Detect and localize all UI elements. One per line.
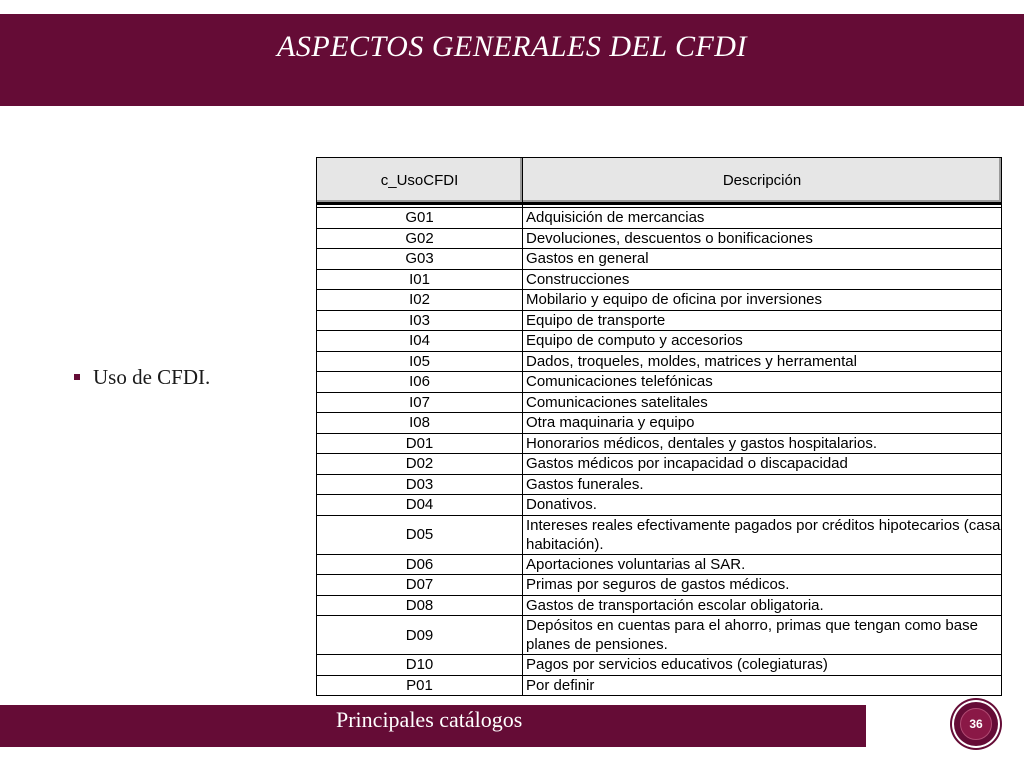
row-description-cell: Comunicaciones telefónicas: [523, 372, 1002, 393]
table-header-row: [317, 158, 1002, 204]
table-row: [317, 675, 1002, 696]
table-body: [317, 204, 1002, 696]
bullet-item: [74, 365, 210, 390]
table-row: [317, 474, 1002, 495]
table-row: [317, 331, 1002, 352]
row-description-cell: Devoluciones, descuentos o bonificaciones: [523, 228, 1002, 249]
page-number: 36: [960, 708, 992, 740]
table-row: [317, 290, 1002, 311]
row-code-cell: D08: [317, 595, 523, 616]
row-code-cell: I07: [317, 392, 523, 413]
row-code-cell: D01: [317, 433, 523, 454]
bullet-square-icon: [74, 374, 80, 380]
table-row: [317, 351, 1002, 372]
row-code-cell: P01: [317, 675, 523, 696]
row-code-cell: I06: [317, 372, 523, 393]
table-row: [317, 372, 1002, 393]
table-row: [317, 269, 1002, 290]
row-description-cell: Construcciones: [523, 269, 1002, 290]
row-description-cell: Otra maquinaria y equipo: [523, 413, 1002, 434]
row-description-cell: Gastos en general: [523, 249, 1002, 270]
row-code-cell: G03: [317, 249, 523, 270]
table-row: [317, 595, 1002, 616]
table-row: [317, 554, 1002, 575]
row-description-cell: Gastos funerales.: [523, 474, 1002, 495]
row-code-cell: G02: [317, 228, 523, 249]
page-number-badge: [954, 702, 998, 746]
table-row: [317, 655, 1002, 676]
row-code-cell: I02: [317, 290, 523, 311]
table-row: [317, 228, 1002, 249]
row-description-cell: Honorarios médicos, dentales y gastos hospitalarios.: [523, 433, 1002, 454]
row-code-cell: D07: [317, 575, 523, 596]
row-description-cell: Gastos de transportación escolar obligatoria.: [523, 595, 1002, 616]
table-row: [317, 454, 1002, 475]
table-row: [317, 249, 1002, 270]
table-row: [317, 392, 1002, 413]
row-code-cell: G01: [317, 208, 523, 229]
row-code-cell: D05: [317, 515, 523, 554]
table-row: [317, 515, 1002, 554]
row-code-cell: I04: [317, 331, 523, 352]
row-code-cell: I01: [317, 269, 523, 290]
table-row: [317, 310, 1002, 331]
table-row: [317, 616, 1002, 655]
table-row: [317, 575, 1002, 596]
row-code-cell: D09: [317, 616, 523, 655]
row-description-cell: Pagos por servicios educativos (colegiaturas): [523, 655, 1002, 676]
column-header-code: c_UsoCFDI: [317, 158, 523, 204]
row-code-cell: D04: [317, 495, 523, 516]
row-description-cell: Aportaciones voluntarias al SAR.: [523, 554, 1002, 575]
uso-cfdi-table: [316, 157, 1002, 696]
table-row: [317, 208, 1002, 229]
table-row: [317, 433, 1002, 454]
row-description-cell: Intereses reales efectivamente pagados por créditos hipotecarios (casa habitación).: [523, 515, 1002, 554]
row-description-cell: Equipo de transporte: [523, 310, 1002, 331]
row-description-cell: Primas por seguros de gastos médicos.: [523, 575, 1002, 596]
row-code-cell: D02: [317, 454, 523, 475]
row-description-cell: Mobilario y equipo de oficina por inversiones: [523, 290, 1002, 311]
row-description-cell: Equipo de computo y accesorios: [523, 331, 1002, 352]
row-description-cell: Adquisición de mercancias: [523, 208, 1002, 229]
table-row: [317, 413, 1002, 434]
row-description-cell: Donativos.: [523, 495, 1002, 516]
row-code-cell: I05: [317, 351, 523, 372]
row-description-cell: Comunicaciones satelitales: [523, 392, 1002, 413]
row-code-cell: I08: [317, 413, 523, 434]
row-code-cell: D03: [317, 474, 523, 495]
row-code-cell: D06: [317, 554, 523, 575]
row-code-cell: I03: [317, 310, 523, 331]
table-row: [317, 495, 1002, 516]
column-header-description: Descripción: [523, 158, 1002, 204]
row-description-cell: Dados, troqueles, moldes, matrices y herramental: [523, 351, 1002, 372]
row-code-cell: D10: [317, 655, 523, 676]
row-description-cell: Gastos médicos por incapacidad o discapacidad: [523, 454, 1002, 475]
bullet-text: Uso de CFDI.: [93, 365, 211, 389]
row-description-cell: Depósitos en cuentas para el ahorro, primas que tengan como base planes de pensiones.: [523, 616, 1002, 655]
slide-title: ASPECTOS GENERALES DEL CFDI: [277, 30, 747, 63]
footer-label: Principales catálogos: [336, 707, 523, 732]
row-description-cell: Por definir: [523, 675, 1002, 696]
